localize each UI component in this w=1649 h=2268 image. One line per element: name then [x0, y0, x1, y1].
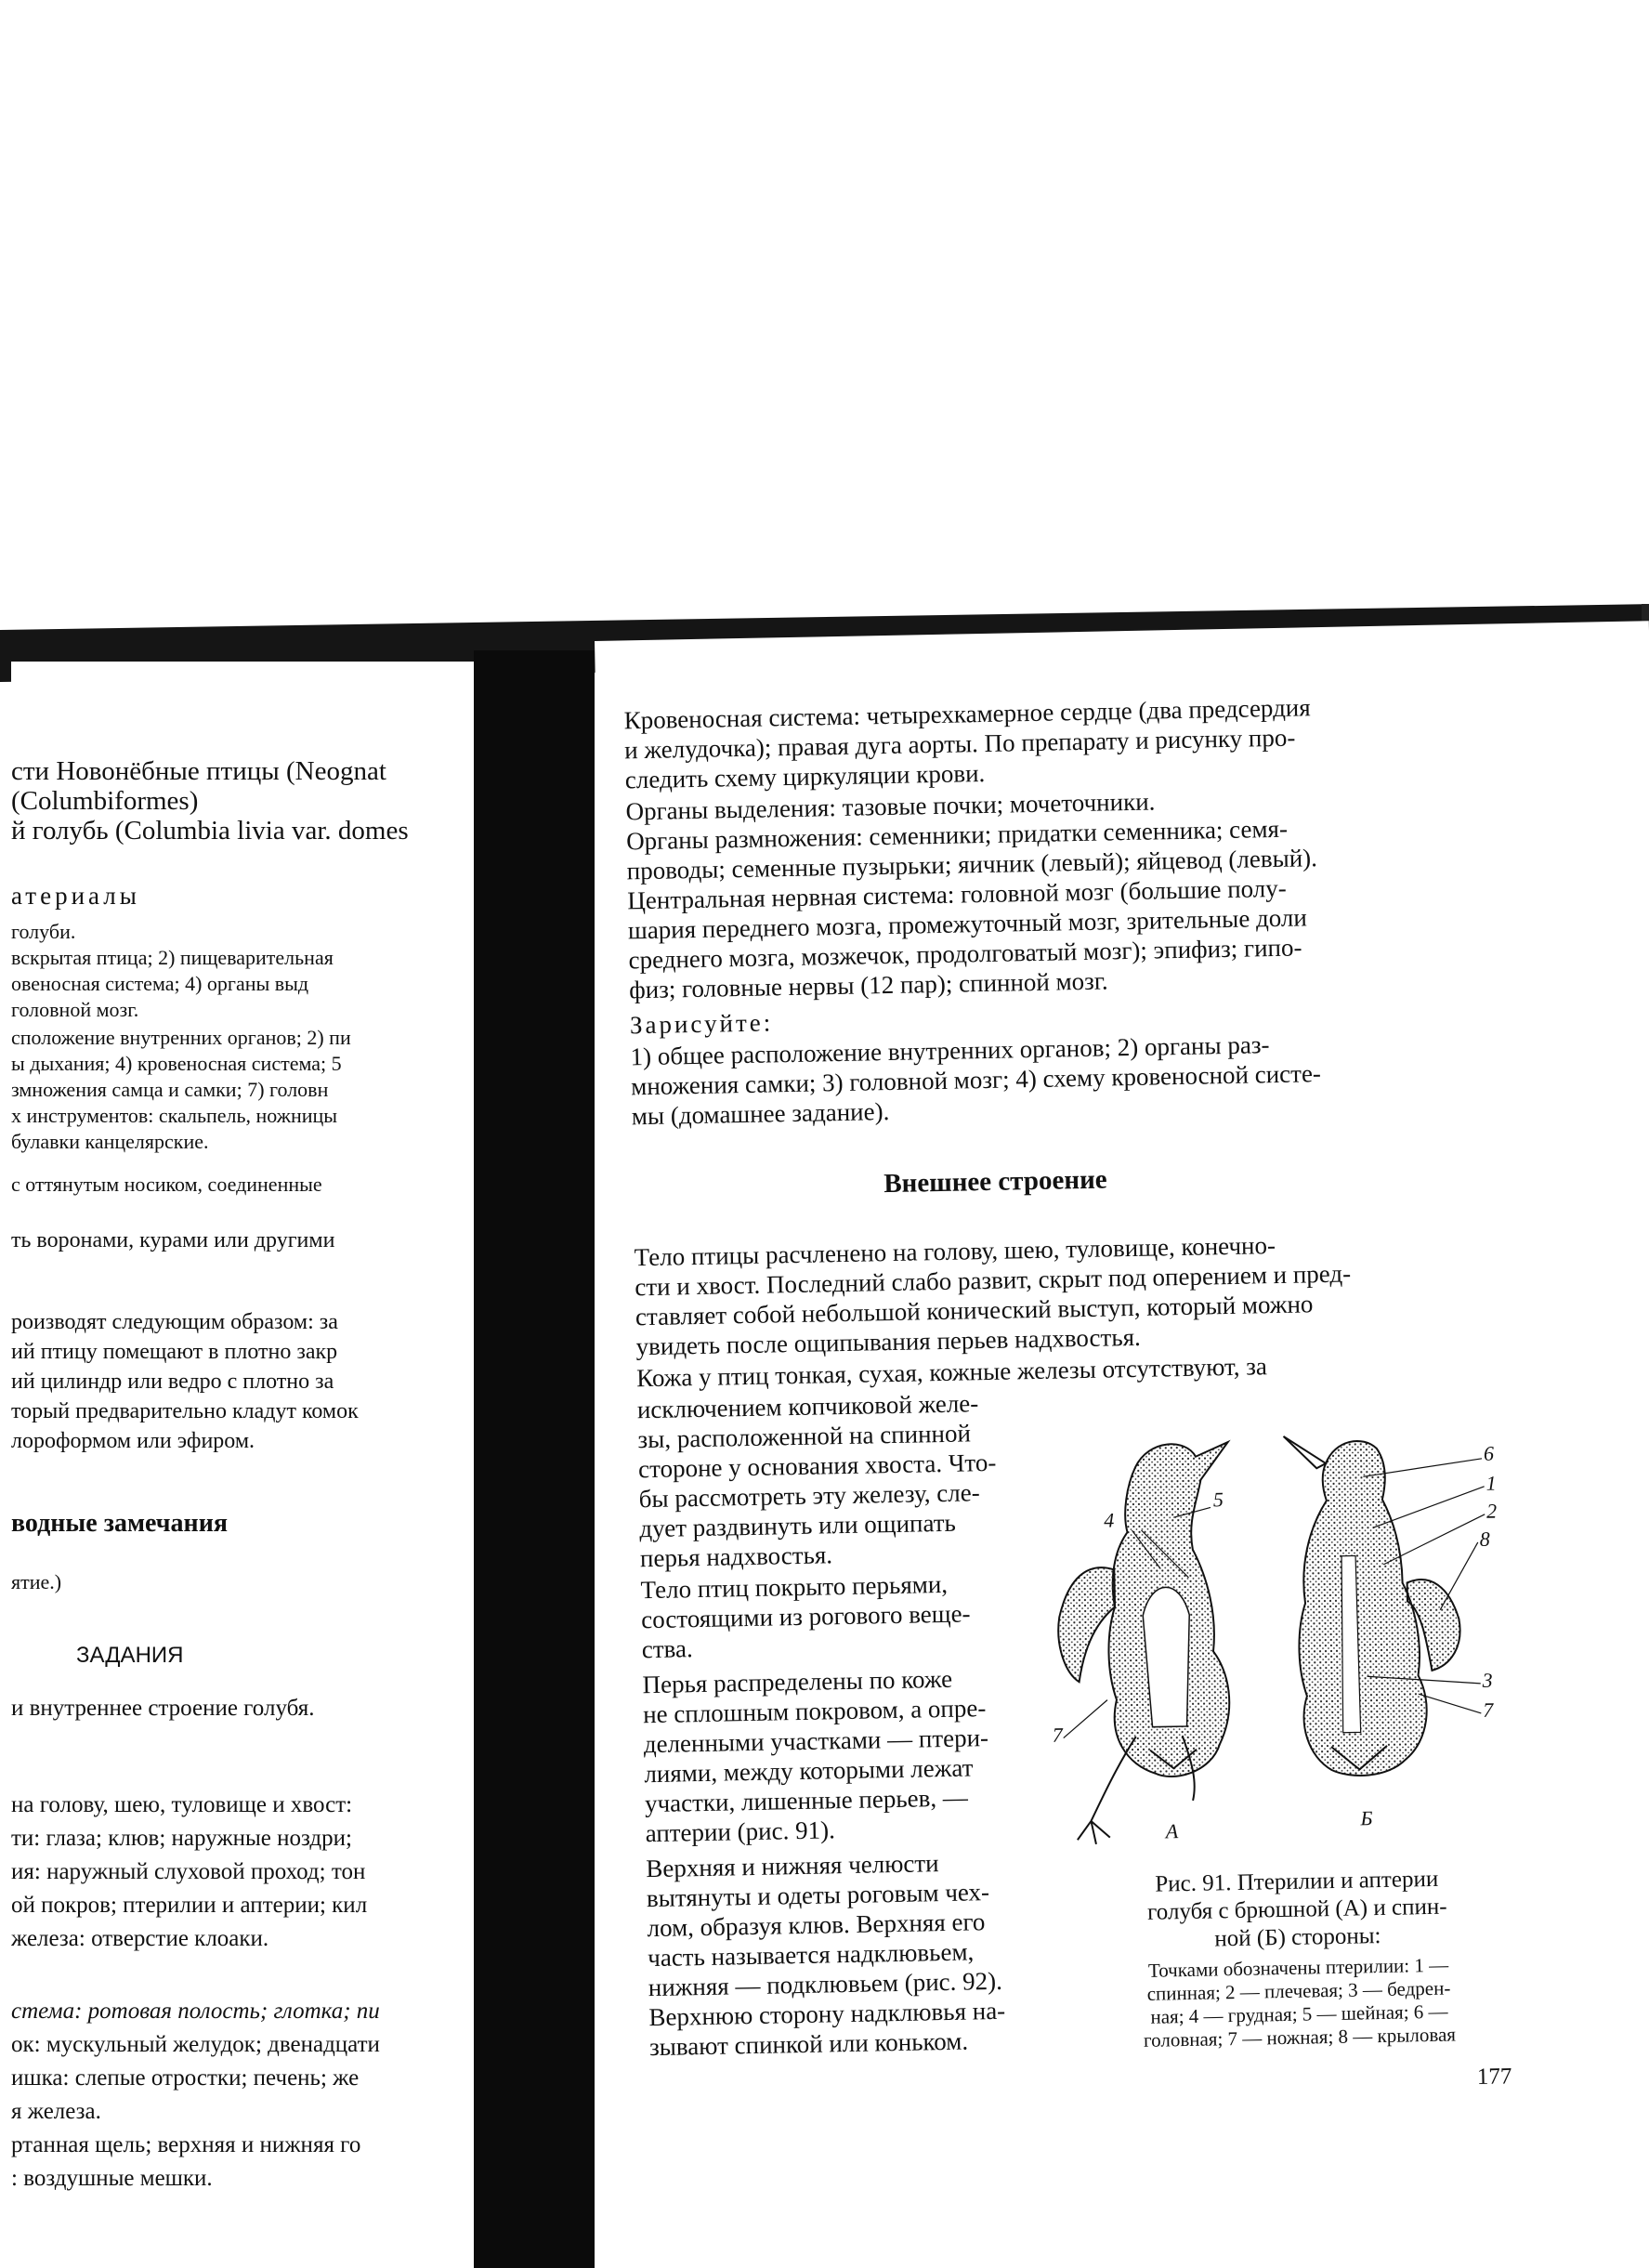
body-line: увидеть после ощипывания перьев надхвостья. — [635, 1322, 1142, 1361]
column-line: исключением копчиковой желе- — [636, 1389, 979, 1424]
figure-number: 7 — [1483, 1698, 1494, 1722]
legend-line: головная; 7 — ножная; 8 — крыловая — [1143, 2023, 1457, 2052]
figure-number: 5 — [1212, 1488, 1224, 1512]
right-page — [595, 621, 1649, 2267]
left-line: стема: ротовая полость; глотка; пи — [11, 1999, 380, 2024]
figure-pterylae — [1046, 1422, 1538, 1850]
column-line: перья надхвостья. — [639, 1540, 833, 1573]
figure-number: 7 — [1052, 1723, 1063, 1747]
body-line: следить схему циркуляции крови. — [624, 758, 986, 794]
book-binding-shadow — [474, 650, 595, 2268]
caption-line: голубя с брюшной (А) и спин- — [1146, 1894, 1447, 1925]
left-line: и внутреннее строение голубя. — [11, 1696, 315, 1721]
body-line: сти и хвост. Последний слабо развит, скрыт под оперением и пред- — [635, 1259, 1352, 1302]
caption-line: ной (Б) стороны: — [1214, 1923, 1381, 1952]
figure-legend — [1080, 1952, 1518, 2053]
body-line: шария переднего мозга, промежуточный мозг, зрительные доли — [627, 903, 1308, 945]
column-line: не сплошным покровом, а опре- — [642, 1694, 987, 1729]
left-line: железа: отверстие клоаки. — [11, 1926, 269, 1951]
column-line: часть называется надклювьем, — [647, 1937, 975, 1973]
pigeon-illustration — [1046, 1422, 1538, 1850]
column-line: лиями, между которыми лежат — [644, 1753, 974, 1789]
left-line: булавки канцелярские. — [11, 1130, 209, 1153]
legend-line: Точками обозначены птерилии: 1 — — [1147, 1953, 1449, 1982]
page-number: 177 — [1476, 2064, 1512, 2091]
body-line: и желудочка); правая дуга аорты. По препарату и рисунку про- — [623, 723, 1296, 765]
left-line: торый предварительно кладут комок — [11, 1399, 359, 1423]
left-line: ой покров; птерилии и аптерии; кил — [11, 1893, 368, 1918]
figure-caption — [1093, 1865, 1503, 1956]
body-line: Органы выделения: тазовые почки; мочеточники. — [625, 787, 1156, 826]
left-line: голуби. — [11, 920, 76, 943]
left-heading: водные замечания — [11, 1509, 228, 1538]
left-line: ти: глаза; клюв; наружные ноздри; — [11, 1826, 352, 1851]
left-line: (Columbiformes) — [11, 786, 199, 816]
column-line: вытянуты и одеты роговым чех- — [646, 1878, 990, 1913]
draw-instruction: Зарисуйте: — [629, 1008, 774, 1040]
legend-line: спинная; 2 — плечевая; 3 — бедрен- — [1146, 1976, 1451, 2005]
body-line: множения самки; 3) головной мозг; 4) схему кровеносной систе- — [630, 1059, 1322, 1101]
left-line: ий цилиндр или ведро с плотно за — [11, 1370, 334, 1394]
figure-number: 2 — [1485, 1499, 1498, 1523]
left-line: ртанная щель; верхняя и нижняя го — [11, 2132, 361, 2157]
left-line: : воздушные мешки. — [11, 2166, 213, 2191]
section-heading: Внешнее строение — [883, 1164, 1107, 1200]
body-line: Тело птицы расчленено на голову, шею, туловище, конечно- — [634, 1231, 1276, 1272]
body-line: 1) общее расположение внутренних органов; 2) органы раз- — [630, 1030, 1270, 1071]
left-line: ишка: слепые отростки; печень; же — [11, 2065, 360, 2091]
body-line: Центральная нервная система: головной мозг (большие полу- — [627, 873, 1288, 915]
left-line: овеносная система; 4) органы выд — [11, 972, 309, 995]
column-line: участки, лишенные перьев, — — [644, 1783, 969, 1818]
left-line: я железа. — [11, 2099, 101, 2124]
column-line: лом, образуя клюв. Верхняя его — [647, 1907, 986, 1943]
left-line: ий птицу помещают в плотно закр — [11, 1340, 338, 1364]
left-line: ть воронами, курами или другими — [11, 1228, 335, 1252]
figure-number: 3 — [1482, 1668, 1493, 1692]
figure-number: 8 — [1479, 1527, 1490, 1551]
body-line: проводы; семенные пузырьки; яичник (левый); яйцевод (левый). — [626, 844, 1318, 885]
body-line: ставляет собой небольшой конический выступ, который можно — [635, 1290, 1314, 1331]
column-line: деленными участками — птери- — [643, 1724, 989, 1759]
body-line: мы (домашнее задание). — [631, 1097, 890, 1131]
body-line: среднего мозга, мозжечок, продолговатый мозг); эпифиз; гипо- — [628, 933, 1302, 975]
left-line: вскрытая птица; 2) пищеварительная — [11, 946, 334, 969]
column-line: дует раздвинуть или ощипать — [639, 1508, 957, 1543]
left-line: лороформом или эфиром. — [11, 1429, 255, 1453]
column-line: зывают спинкой или коньком. — [648, 2026, 969, 2062]
left-line: змножения самца и самки; 7) головн — [11, 1078, 329, 1101]
figure-label-a: А — [1165, 1819, 1179, 1843]
left-section-title: атериалы — [11, 882, 140, 910]
column-line: аптерии (рис. 91). — [645, 1816, 836, 1848]
left-line: сположение внутренних органов; 2) пи — [11, 1026, 351, 1049]
left-line: роизводят следующим образом: за — [11, 1310, 338, 1334]
column-line: нижняя — подклювьем (рис. 92). — [648, 1966, 1003, 2002]
body-line: Кровеносная система: четырехкамерное сердце (два предсердия — [623, 693, 1311, 735]
column-line: Перья распределены по коже — [642, 1664, 953, 1699]
tasks-heading: ЗАДАНИЯ — [76, 1643, 184, 1668]
left-line: сти Новонёбные птицы (Neognat — [11, 756, 386, 786]
body-line: Органы размножения: семенники; придатки семенника; семя- — [625, 814, 1289, 856]
left-line: ок: мускульный желудок; двенадцати — [11, 2032, 380, 2057]
column-line: зы, расположенной на спинной — [637, 1419, 972, 1454]
column-line: состоящими из рогового веще- — [640, 1599, 971, 1634]
left-line: ятие.) — [11, 1570, 62, 1593]
legend-line: ная; 4 — грудная; 5 — шейная; 6 — — [1150, 1999, 1448, 2028]
column-line: Тело птиц покрыто перьями, — [640, 1569, 949, 1605]
left-line: головной мозг. — [11, 998, 139, 1021]
left-page — [11, 662, 517, 2268]
column-line: ства. — [641, 1634, 694, 1664]
column-line: Верхняя и нижняя челюсти — [646, 1849, 939, 1883]
left-line: ы дыхания; 4) кровеносная система; 5 — [11, 1052, 342, 1075]
left-line: на голову, шею, туловище и хвост: — [11, 1792, 353, 1817]
body-line: Кожа у птиц тонкая, сухая, кожные железы отсутствуют, за — [635, 1352, 1268, 1393]
left-line: й голубь (Columbia livia var. domes — [11, 816, 409, 846]
body-line: физ; головные нервы (12 пар); спинной мозг. — [628, 966, 1108, 1004]
column-line: бы рассмотреть эту железу, сле- — [638, 1478, 980, 1514]
column-line: Верхнюю сторону надклювья на- — [648, 1996, 1006, 2032]
column-line: стороне у основания хвоста. Что- — [637, 1448, 997, 1484]
pigeon-dorsal-view — [1284, 1433, 1463, 1776]
figure-number: 4 — [1104, 1508, 1115, 1532]
left-line: с оттянутым носиком, соединенные — [11, 1173, 322, 1196]
left-line: ия: наружный слуховой проход; тон — [11, 1859, 366, 1884]
left-line: х инструментов: скальпель, ножницы — [11, 1104, 338, 1127]
figure-label-b: Б — [1360, 1806, 1373, 1830]
caption-line: Рис. 91. Птерилии и аптерии — [1155, 1866, 1439, 1897]
figure-number: 6 — [1483, 1441, 1495, 1465]
pigeon-ventral-view — [1054, 1442, 1236, 1844]
figure-number: 1 — [1485, 1471, 1497, 1495]
